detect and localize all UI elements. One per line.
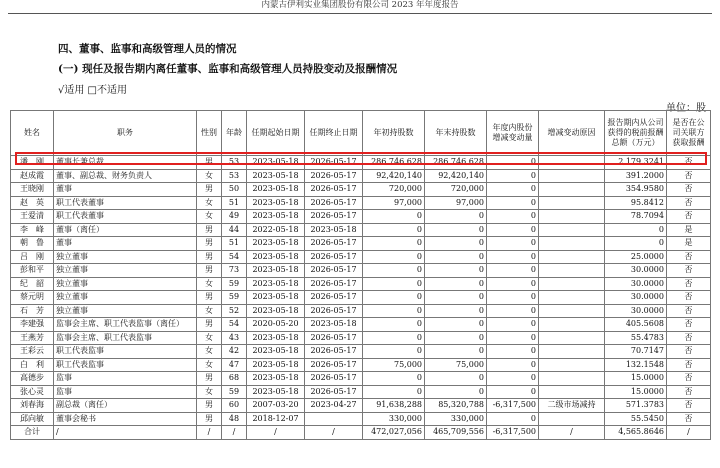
table-cell: / bbox=[54, 426, 197, 440]
table-row bbox=[11, 237, 711, 251]
table-cell: 47 bbox=[222, 358, 247, 372]
table-cell: 职工代表董事 bbox=[54, 210, 197, 224]
table-cell: 否 bbox=[667, 169, 711, 183]
table-cell bbox=[539, 223, 605, 237]
table-cell: 2023-05-18 bbox=[247, 304, 305, 318]
table-cell: -6,317,500 bbox=[487, 426, 539, 440]
header-cell: 职务 bbox=[54, 111, 197, 156]
table-cell: -6,317,500 bbox=[487, 399, 539, 413]
table-cell: 4,565.8646 bbox=[605, 426, 667, 440]
table-cell: 2023-05-18 bbox=[247, 291, 305, 305]
table-cell bbox=[539, 264, 605, 278]
table-cell: 否 bbox=[667, 399, 711, 413]
table-cell: 2026-05-17 bbox=[305, 183, 363, 197]
table-cell: 否 bbox=[667, 331, 711, 345]
table-cell: 合计 bbox=[11, 426, 54, 440]
table-cell: 2023-05-18 bbox=[247, 345, 305, 359]
table-cell: 董事、副总裁、财务负责人 bbox=[54, 169, 197, 183]
table-cell: 0 bbox=[487, 277, 539, 291]
table-cell: 副总裁（离任） bbox=[54, 399, 197, 413]
table-cell: 男 bbox=[197, 237, 222, 251]
table-cell: 监事 bbox=[54, 372, 197, 386]
table-cell: 职工代表监事 bbox=[54, 345, 197, 359]
table-cell: 2026-05-17 bbox=[305, 372, 363, 386]
table-cell: 55.4783 bbox=[605, 331, 667, 345]
table-cell: 朝 鲁 bbox=[11, 237, 54, 251]
table-cell: 2026-05-17 bbox=[305, 156, 363, 170]
table-cell: 男 bbox=[197, 250, 222, 264]
table-cell: / bbox=[667, 426, 711, 440]
table-cell bbox=[539, 358, 605, 372]
table-cell: 0 bbox=[487, 156, 539, 170]
table-cell: 2023-05-18 bbox=[247, 358, 305, 372]
table-cell: 李 峰 bbox=[11, 223, 54, 237]
table-cell: 78.7094 bbox=[605, 210, 667, 224]
table-cell: 2023-05-18 bbox=[247, 264, 305, 278]
table-cell: 男 bbox=[197, 372, 222, 386]
table-cell: 董事 bbox=[54, 183, 197, 197]
table-cell bbox=[305, 412, 363, 426]
table-row bbox=[11, 264, 711, 278]
table-cell: 2023-05-18 bbox=[247, 237, 305, 251]
table-cell: 2023-05-18 bbox=[247, 372, 305, 386]
table-cell: 42 bbox=[222, 345, 247, 359]
table-row bbox=[11, 277, 711, 291]
table-cell: 独立董事 bbox=[54, 264, 197, 278]
table-cell: 女 bbox=[197, 385, 222, 399]
table-cell: 否 bbox=[667, 250, 711, 264]
table-cell: 15.0000 bbox=[605, 372, 667, 386]
section-title: 四、董事、监事和高级管理人员的情况 bbox=[58, 43, 237, 55]
table-cell: 0 bbox=[487, 250, 539, 264]
table-cell: 330,000 bbox=[425, 412, 487, 426]
table-cell: 30.0000 bbox=[605, 277, 667, 291]
table-cell: 2022-05-18 bbox=[247, 223, 305, 237]
table-cell: 391.2000 bbox=[605, 169, 667, 183]
table-cell: 0 bbox=[363, 385, 425, 399]
table-cell: 720,000 bbox=[425, 183, 487, 197]
table-cell: 吕 刚 bbox=[11, 250, 54, 264]
table-cell: 潘 刚 bbox=[11, 156, 54, 170]
table-cell: 2026-05-17 bbox=[305, 169, 363, 183]
table-cell: 0 bbox=[487, 318, 539, 332]
table-cell: 否 bbox=[667, 318, 711, 332]
table-cell: 2023-05-18 bbox=[247, 210, 305, 224]
table-row bbox=[11, 385, 711, 399]
table-cell: 2023-05-18 bbox=[247, 183, 305, 197]
table-cell: 60 bbox=[222, 399, 247, 413]
table-cell: 2026-05-17 bbox=[305, 291, 363, 305]
table-cell: 彭和平 bbox=[11, 264, 54, 278]
table-cell: 监事 bbox=[54, 385, 197, 399]
table-cell: 0 bbox=[363, 304, 425, 318]
table-cell: 52 bbox=[222, 304, 247, 318]
table-cell: 0 bbox=[425, 237, 487, 251]
table-cell: 68 bbox=[222, 372, 247, 386]
table-cell: 0 bbox=[363, 264, 425, 278]
table-cell: 0 bbox=[487, 169, 539, 183]
table-cell: 49 bbox=[222, 210, 247, 224]
table-cell: 监事会主席、职工代表监事（离任） bbox=[54, 318, 197, 332]
table-cell: 男 bbox=[197, 399, 222, 413]
table-cell: 2026-05-17 bbox=[305, 196, 363, 210]
table-cell: 53 bbox=[222, 169, 247, 183]
table-cell: 2026-05-17 bbox=[305, 210, 363, 224]
table-cell: 董事长兼总裁 bbox=[54, 156, 197, 170]
table-cell: 是 bbox=[667, 223, 711, 237]
table-cell: 472,027,056 bbox=[363, 426, 425, 440]
table-cell bbox=[539, 412, 605, 426]
table-cell: 职工代表董事 bbox=[54, 196, 197, 210]
table-cell: 王晓刚 bbox=[11, 183, 54, 197]
table-cell: 54 bbox=[222, 318, 247, 332]
table-cell: 2026-05-17 bbox=[305, 345, 363, 359]
table-cell: 30.0000 bbox=[605, 264, 667, 278]
table-cell: / bbox=[305, 426, 363, 440]
table-cell: 2023-05-18 bbox=[247, 277, 305, 291]
table-cell: 132.1548 bbox=[605, 358, 667, 372]
table-cell: 独立董事 bbox=[54, 250, 197, 264]
table-cell: 2026-05-17 bbox=[305, 304, 363, 318]
table-cell: 女 bbox=[197, 210, 222, 224]
table-row bbox=[11, 331, 711, 345]
table-row bbox=[11, 250, 711, 264]
table-cell: 0 bbox=[487, 196, 539, 210]
table-cell: 张心灵 bbox=[11, 385, 54, 399]
table-cell: 2026-05-17 bbox=[305, 385, 363, 399]
table-cell: 否 bbox=[667, 183, 711, 197]
table-cell: 白 利 bbox=[11, 358, 54, 372]
table-row bbox=[11, 169, 711, 183]
table-cell: 2007-03-20 bbox=[247, 399, 305, 413]
table-cell: 职工代表监事 bbox=[54, 358, 197, 372]
table-cell: 95.8412 bbox=[605, 196, 667, 210]
table-cell: 男 bbox=[197, 156, 222, 170]
table-cell: 0 bbox=[425, 372, 487, 386]
table-cell: / bbox=[539, 426, 605, 440]
table-cell: 2020-05-20 bbox=[247, 318, 305, 332]
table-cell: 王彩云 bbox=[11, 345, 54, 359]
table-row bbox=[11, 318, 711, 332]
table-cell: / bbox=[247, 426, 305, 440]
table-cell: 男 bbox=[197, 318, 222, 332]
table-cell: 0 bbox=[363, 250, 425, 264]
table-cell: 女 bbox=[197, 304, 222, 318]
table-row bbox=[11, 372, 711, 386]
table-row bbox=[11, 399, 711, 413]
table-cell: 女 bbox=[197, 277, 222, 291]
table-cell: 0 bbox=[425, 291, 487, 305]
table-cell: 48 bbox=[222, 412, 247, 426]
holdings-table bbox=[10, 110, 711, 440]
table-cell: 51 bbox=[222, 196, 247, 210]
table-cell: 男 bbox=[197, 183, 222, 197]
table-cell: 0 bbox=[363, 277, 425, 291]
table-cell bbox=[539, 318, 605, 332]
table-row bbox=[11, 156, 711, 170]
table-cell: 赵 英 bbox=[11, 196, 54, 210]
table-row bbox=[11, 210, 711, 224]
table-cell: 92,420,140 bbox=[363, 169, 425, 183]
table-cell bbox=[539, 237, 605, 251]
table-cell: 男 bbox=[197, 291, 222, 305]
table-cell: 独立董事 bbox=[54, 291, 197, 305]
table-cell: 否 bbox=[667, 304, 711, 318]
table-cell: 75,000 bbox=[425, 358, 487, 372]
unit-label: 单位：股 bbox=[666, 103, 706, 114]
table-cell: 59 bbox=[222, 277, 247, 291]
table-cell: 54 bbox=[222, 250, 247, 264]
table-cell: 97,000 bbox=[425, 196, 487, 210]
table-cell: 59 bbox=[222, 291, 247, 305]
table-cell: 董事 bbox=[54, 237, 197, 251]
applicable-checkbox-text: √适用 □不适用 bbox=[58, 85, 127, 96]
table-cell: 否 bbox=[667, 210, 711, 224]
table-cell: 否 bbox=[667, 372, 711, 386]
table-cell: 73 bbox=[222, 264, 247, 278]
table-cell: 0 bbox=[487, 210, 539, 224]
table-cell: 男 bbox=[197, 412, 222, 426]
table-cell: 405.5608 bbox=[605, 318, 667, 332]
table-cell: 女 bbox=[197, 331, 222, 345]
table-cell: 否 bbox=[667, 385, 711, 399]
table-cell: 0 bbox=[487, 358, 539, 372]
header-cell: 任期起始日期 bbox=[247, 111, 305, 156]
table-cell: 否 bbox=[667, 277, 711, 291]
table-row bbox=[11, 196, 711, 210]
table-cell: 2,179.3241 bbox=[605, 156, 667, 170]
table-cell bbox=[539, 169, 605, 183]
table-cell: 0 bbox=[363, 223, 425, 237]
table-cell: 0 bbox=[363, 331, 425, 345]
table-cell: 董事（离任） bbox=[54, 223, 197, 237]
table-cell: 女 bbox=[197, 196, 222, 210]
table-cell: 2023-04-27 bbox=[305, 399, 363, 413]
table-cell: 女 bbox=[197, 358, 222, 372]
table-cell bbox=[539, 210, 605, 224]
table-cell: 纪 韶 bbox=[11, 277, 54, 291]
table-cell: 否 bbox=[667, 156, 711, 170]
table-cell: 0 bbox=[487, 291, 539, 305]
table-cell: 0 bbox=[425, 210, 487, 224]
table-cell: 50 bbox=[222, 183, 247, 197]
header-cell: 年初持股数 bbox=[363, 111, 425, 156]
table-cell: 720,000 bbox=[363, 183, 425, 197]
table-cell: 2023-05-18 bbox=[305, 223, 363, 237]
table-cell: / bbox=[222, 426, 247, 440]
table-cell: 0 bbox=[363, 210, 425, 224]
table-cell bbox=[539, 156, 605, 170]
table-cell: 0 bbox=[425, 223, 487, 237]
table-cell bbox=[539, 277, 605, 291]
table-cell: 王燕芳 bbox=[11, 331, 54, 345]
table-cell: 0 bbox=[487, 331, 539, 345]
table-cell: 否 bbox=[667, 291, 711, 305]
table-cell bbox=[539, 331, 605, 345]
table-cell: 刘春海 bbox=[11, 399, 54, 413]
table-cell: 2026-05-17 bbox=[305, 264, 363, 278]
table-cell bbox=[539, 372, 605, 386]
table-cell: 15.0000 bbox=[605, 385, 667, 399]
header-cell: 性别 bbox=[197, 111, 222, 156]
header-cell: 姓名 bbox=[11, 111, 54, 156]
table-cell: 465,709,556 bbox=[425, 426, 487, 440]
table-cell: 286,746,628 bbox=[425, 156, 487, 170]
table-cell: 0 bbox=[487, 372, 539, 386]
table-cell: 44 bbox=[222, 223, 247, 237]
table-cell: 59 bbox=[222, 385, 247, 399]
table-row bbox=[11, 291, 711, 305]
table-cell: 石 芳 bbox=[11, 304, 54, 318]
table-cell: 0 bbox=[363, 345, 425, 359]
table-cell: 0 bbox=[487, 385, 539, 399]
table-cell: 赵成霞 bbox=[11, 169, 54, 183]
table-cell: 330,000 bbox=[363, 412, 425, 426]
table-cell: 55.5450 bbox=[605, 412, 667, 426]
table-cell bbox=[539, 304, 605, 318]
table-cell: 286,746,628 bbox=[363, 156, 425, 170]
table-cell: 0 bbox=[363, 291, 425, 305]
table-cell: 2023-05-18 bbox=[247, 385, 305, 399]
table-cell: 97,000 bbox=[363, 196, 425, 210]
table-cell: 2026-05-17 bbox=[305, 277, 363, 291]
table-cell: 2026-05-17 bbox=[305, 331, 363, 345]
table-cell: 2023-05-18 bbox=[247, 156, 305, 170]
table-cell: 2023-05-18 bbox=[305, 318, 363, 332]
table-cell: 53 bbox=[222, 156, 247, 170]
table-cell: 蔡元明 bbox=[11, 291, 54, 305]
header-cell: 任期终止日期 bbox=[305, 111, 363, 156]
table-cell: 否 bbox=[667, 196, 711, 210]
table-cell: 0 bbox=[363, 237, 425, 251]
table-cell: 25.0000 bbox=[605, 250, 667, 264]
table-cell: 0 bbox=[425, 250, 487, 264]
table-cell: 0 bbox=[363, 372, 425, 386]
table-cell: 0 bbox=[425, 264, 487, 278]
header-cell: 年龄 bbox=[222, 111, 247, 156]
table-cell: 0 bbox=[487, 223, 539, 237]
table-cell: 92,420,140 bbox=[425, 169, 487, 183]
table-cell: 女 bbox=[197, 169, 222, 183]
table-cell: 2023-05-18 bbox=[247, 331, 305, 345]
table-cell: 0 bbox=[487, 183, 539, 197]
table-cell: 王爱清 bbox=[11, 210, 54, 224]
page-header: 内蒙古伊利实业集团股份有限公司 2023 年年度报告 bbox=[261, 0, 459, 10]
table-cell: 0 bbox=[425, 385, 487, 399]
table-cell: 否 bbox=[667, 358, 711, 372]
table-cell: 0 bbox=[487, 304, 539, 318]
table-cell: 2023-05-18 bbox=[247, 169, 305, 183]
header-cell: 年度内股份增减变动量 bbox=[487, 111, 539, 156]
table-cell: 85,320,788 bbox=[425, 399, 487, 413]
table-cell: 二级市场减持 bbox=[539, 399, 605, 413]
table-cell: 0 bbox=[487, 412, 539, 426]
table-cell: 高德步 bbox=[11, 372, 54, 386]
table-cell: 2023-05-18 bbox=[247, 196, 305, 210]
table-cell: 董事会秘书 bbox=[54, 412, 197, 426]
table-cell: 91,638,288 bbox=[363, 399, 425, 413]
table-cell: 独立董事 bbox=[54, 304, 197, 318]
table-cell bbox=[539, 250, 605, 264]
table-row bbox=[11, 358, 711, 372]
table-cell bbox=[539, 183, 605, 197]
table-row bbox=[11, 345, 711, 359]
table-cell: 否 bbox=[667, 264, 711, 278]
table-cell: 354.9580 bbox=[605, 183, 667, 197]
table-row bbox=[11, 183, 711, 197]
table-cell: 2023-05-18 bbox=[247, 250, 305, 264]
table-cell: 独立董事 bbox=[54, 277, 197, 291]
header-cell: 报告期内从公司获得的税前报酬总额（万元） bbox=[605, 111, 667, 156]
table-cell: 0 bbox=[425, 277, 487, 291]
table-cell: 否 bbox=[667, 412, 711, 426]
table-cell bbox=[539, 196, 605, 210]
table-cell: 李建强 bbox=[11, 318, 54, 332]
section-subtitle: (一) 现任及报告期内离任董事、监事和高级管理人员持股变动及报酬情况 bbox=[58, 63, 398, 75]
table-cell bbox=[539, 291, 605, 305]
table-cell: 2026-05-17 bbox=[305, 358, 363, 372]
table-cell: 0 bbox=[363, 318, 425, 332]
table-cell: 30.0000 bbox=[605, 291, 667, 305]
table-cell: 0 bbox=[605, 237, 667, 251]
table-cell: 0 bbox=[425, 304, 487, 318]
table-cell: 男 bbox=[197, 223, 222, 237]
table-cell: 男 bbox=[197, 264, 222, 278]
table-cell: 0 bbox=[605, 223, 667, 237]
table-cell: 2026-05-17 bbox=[305, 250, 363, 264]
table-cell: 2026-05-17 bbox=[305, 237, 363, 251]
table-cell: 43 bbox=[222, 331, 247, 345]
table-cell: 0 bbox=[425, 345, 487, 359]
table-cell: 30.0000 bbox=[605, 304, 667, 318]
table-cell bbox=[539, 385, 605, 399]
header-cell: 年末持股数 bbox=[425, 111, 487, 156]
table-cell: 监事会主席、职工代表监事 bbox=[54, 331, 197, 345]
table-cell: 2018-12-07 bbox=[247, 412, 305, 426]
table-cell: 邱向敏 bbox=[11, 412, 54, 426]
table-cell: 是 bbox=[667, 237, 711, 251]
header-cell: 是否在公司关联方获取报酬 bbox=[667, 111, 711, 156]
table-cell: 51 bbox=[222, 237, 247, 251]
table-cell: 否 bbox=[667, 345, 711, 359]
table-cell: / bbox=[197, 426, 222, 440]
table-cell: 0 bbox=[487, 345, 539, 359]
table-cell: 0 bbox=[425, 318, 487, 332]
table-cell bbox=[539, 345, 605, 359]
table-row bbox=[11, 223, 711, 237]
table-row bbox=[11, 412, 711, 426]
table-cell: 571.3783 bbox=[605, 399, 667, 413]
table-cell: 75,000 bbox=[363, 358, 425, 372]
header-rule bbox=[8, 13, 712, 14]
table-cell: 0 bbox=[425, 331, 487, 345]
header-cell: 增减变动原因 bbox=[539, 111, 605, 156]
table-row bbox=[11, 426, 711, 440]
table-cell: 0 bbox=[487, 264, 539, 278]
table-header-row bbox=[11, 111, 711, 156]
table-cell: 女 bbox=[197, 345, 222, 359]
table-cell: 70.7147 bbox=[605, 345, 667, 359]
table-row bbox=[11, 304, 711, 318]
table-cell: 0 bbox=[487, 237, 539, 251]
